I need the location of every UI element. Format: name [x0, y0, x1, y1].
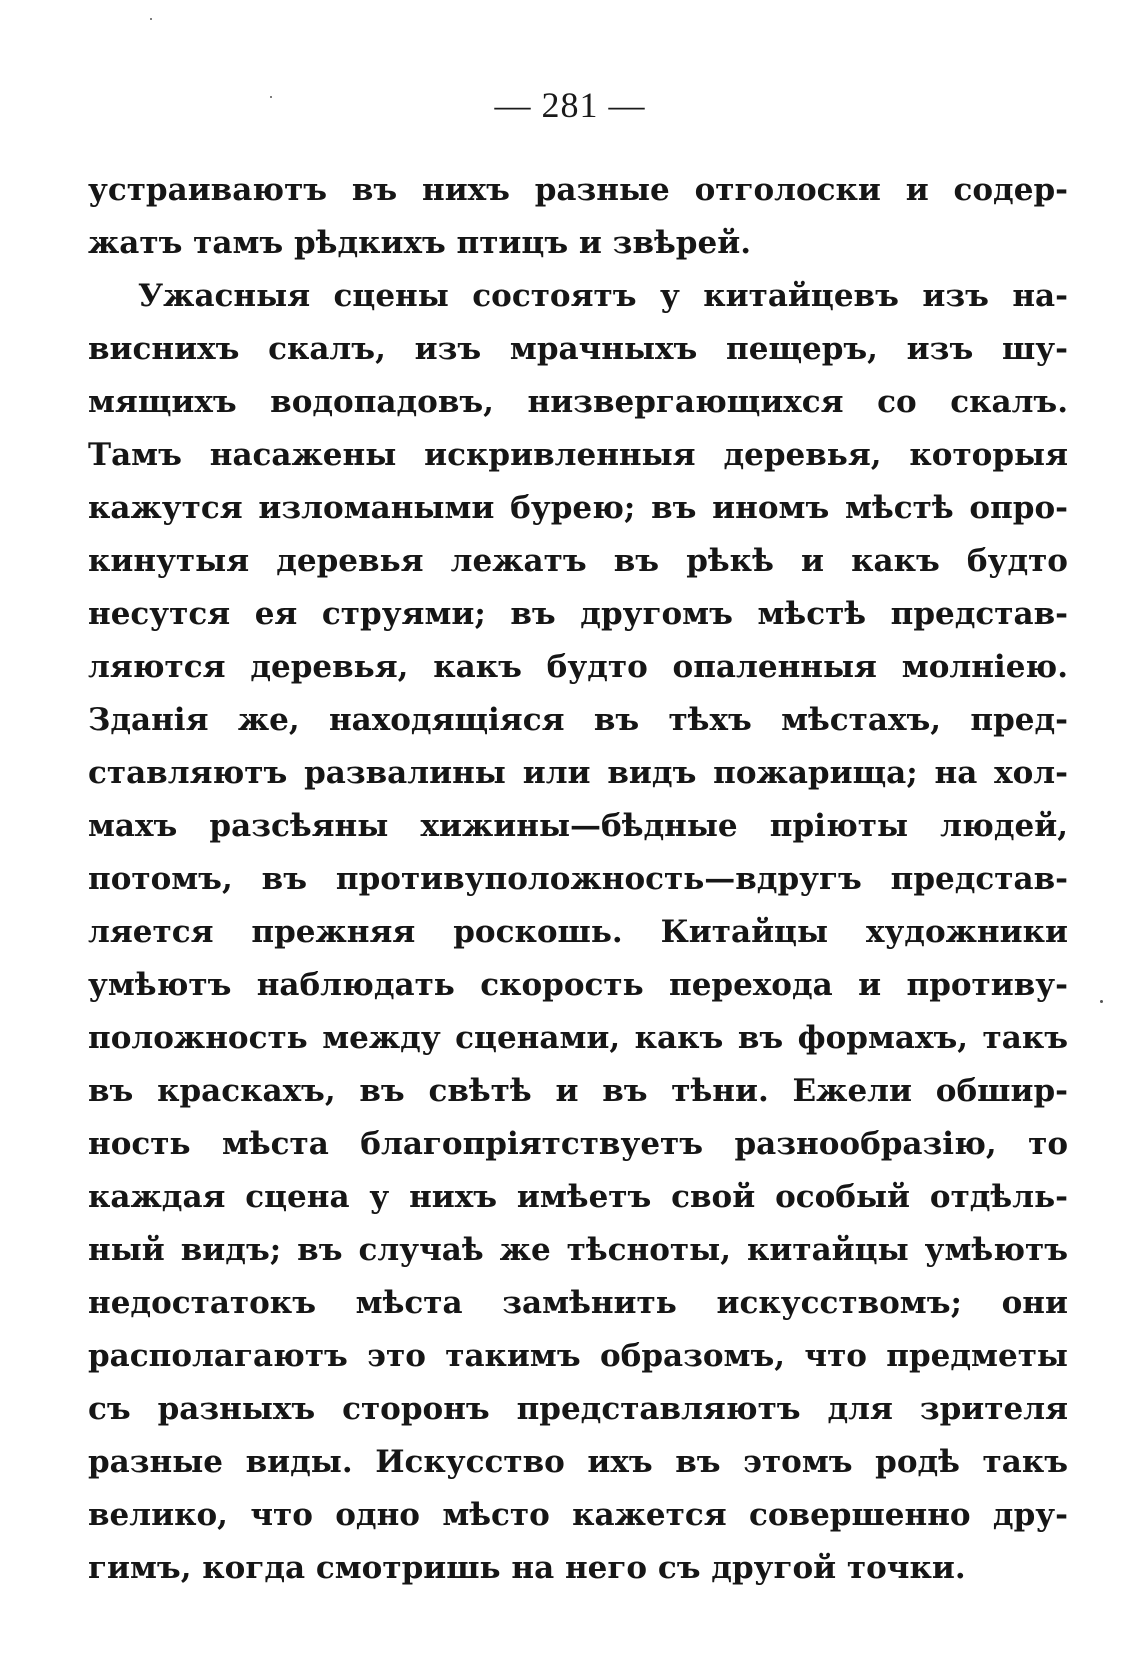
- text-line: устраиваютъ въ нихъ разные отголоски и содер-: [88, 172, 1068, 208]
- text-line: махъ разсѣяны хижины—бѣдные пріюты людей,: [88, 808, 1068, 844]
- text-line: разные виды. Искусство ихъ въ этомъ родѣ такъ: [88, 1444, 1068, 1480]
- body-text: [88, 164, 1068, 1595]
- text-line: гимъ, когда смотришь на него съ другой точки.: [88, 1550, 966, 1586]
- text-line: недостатокъ мѣста замѣнить искусствомъ; они: [88, 1285, 1068, 1321]
- text-line: ляются деревья, какъ будто опаленныя молніею.: [88, 649, 1068, 685]
- scan-speck: [1100, 1000, 1103, 1003]
- text-line: въ краскахъ, въ свѣтѣ и въ тѣни. Ежели обшир-: [88, 1073, 1068, 1109]
- text-line: виснихъ скалъ, изъ мрачныхъ пещеръ, изъ шу-: [88, 331, 1068, 367]
- scan-speck: [270, 96, 272, 98]
- text-line: потомъ, въ противуположность—вдругъ представ-: [88, 861, 1068, 897]
- text-line: ный видъ; въ случаѣ же тѣсноты, китайцы умѣютъ: [88, 1232, 1068, 1268]
- text-line: кажутся изломаными бурею; въ иномъ мѣстѣ опро-: [88, 490, 1068, 526]
- text-line: ляется прежняя роскошь. Китайцы художники: [88, 914, 1068, 950]
- text-line: Ужасныя сцены состоятъ у китайцевъ изъ на-: [138, 278, 1068, 314]
- text-line: располагаютъ это такимъ образомъ, что предметы: [88, 1338, 1068, 1374]
- text-line: умѣютъ наблюдать скорость перехода и противу-: [88, 967, 1068, 1003]
- text-line: ставляютъ развалины или видъ пожарища; на хол-: [88, 755, 1068, 791]
- text-line: ность мѣста благопріятствуетъ разнообразію, то: [88, 1126, 1068, 1162]
- text-line: мящихъ водопадовъ, низвергающихся со скалъ.: [88, 384, 1068, 420]
- text-line: Тамъ насажены искривленныя деревья, которыя: [88, 437, 1068, 473]
- text-line: несутся ея струями; въ другомъ мѣстѣ представ-: [88, 596, 1068, 632]
- scan-speck: [150, 18, 152, 20]
- text-line: каждая сцена у нихъ имѣетъ свой особый отдѣль-: [88, 1179, 1068, 1215]
- text-line: велико, что одно мѣсто кажется совершенно дру-: [88, 1497, 1068, 1533]
- page-number: — 281 —: [494, 85, 646, 125]
- text-line: кинутыя деревья лежатъ въ рѣкѣ и какъ будто: [88, 543, 1068, 579]
- text-line: положность между сценами, какъ въ формахъ, такъ: [88, 1020, 1068, 1056]
- text-line: жатъ тамъ рѣдкихъ птицъ и звѣрей.: [88, 225, 751, 261]
- text-line: съ разныхъ сторонъ представляютъ для зрителя: [88, 1391, 1068, 1427]
- text-line: Зданія же, находящіяся въ тѣхъ мѣстахъ, пред-: [88, 702, 1068, 738]
